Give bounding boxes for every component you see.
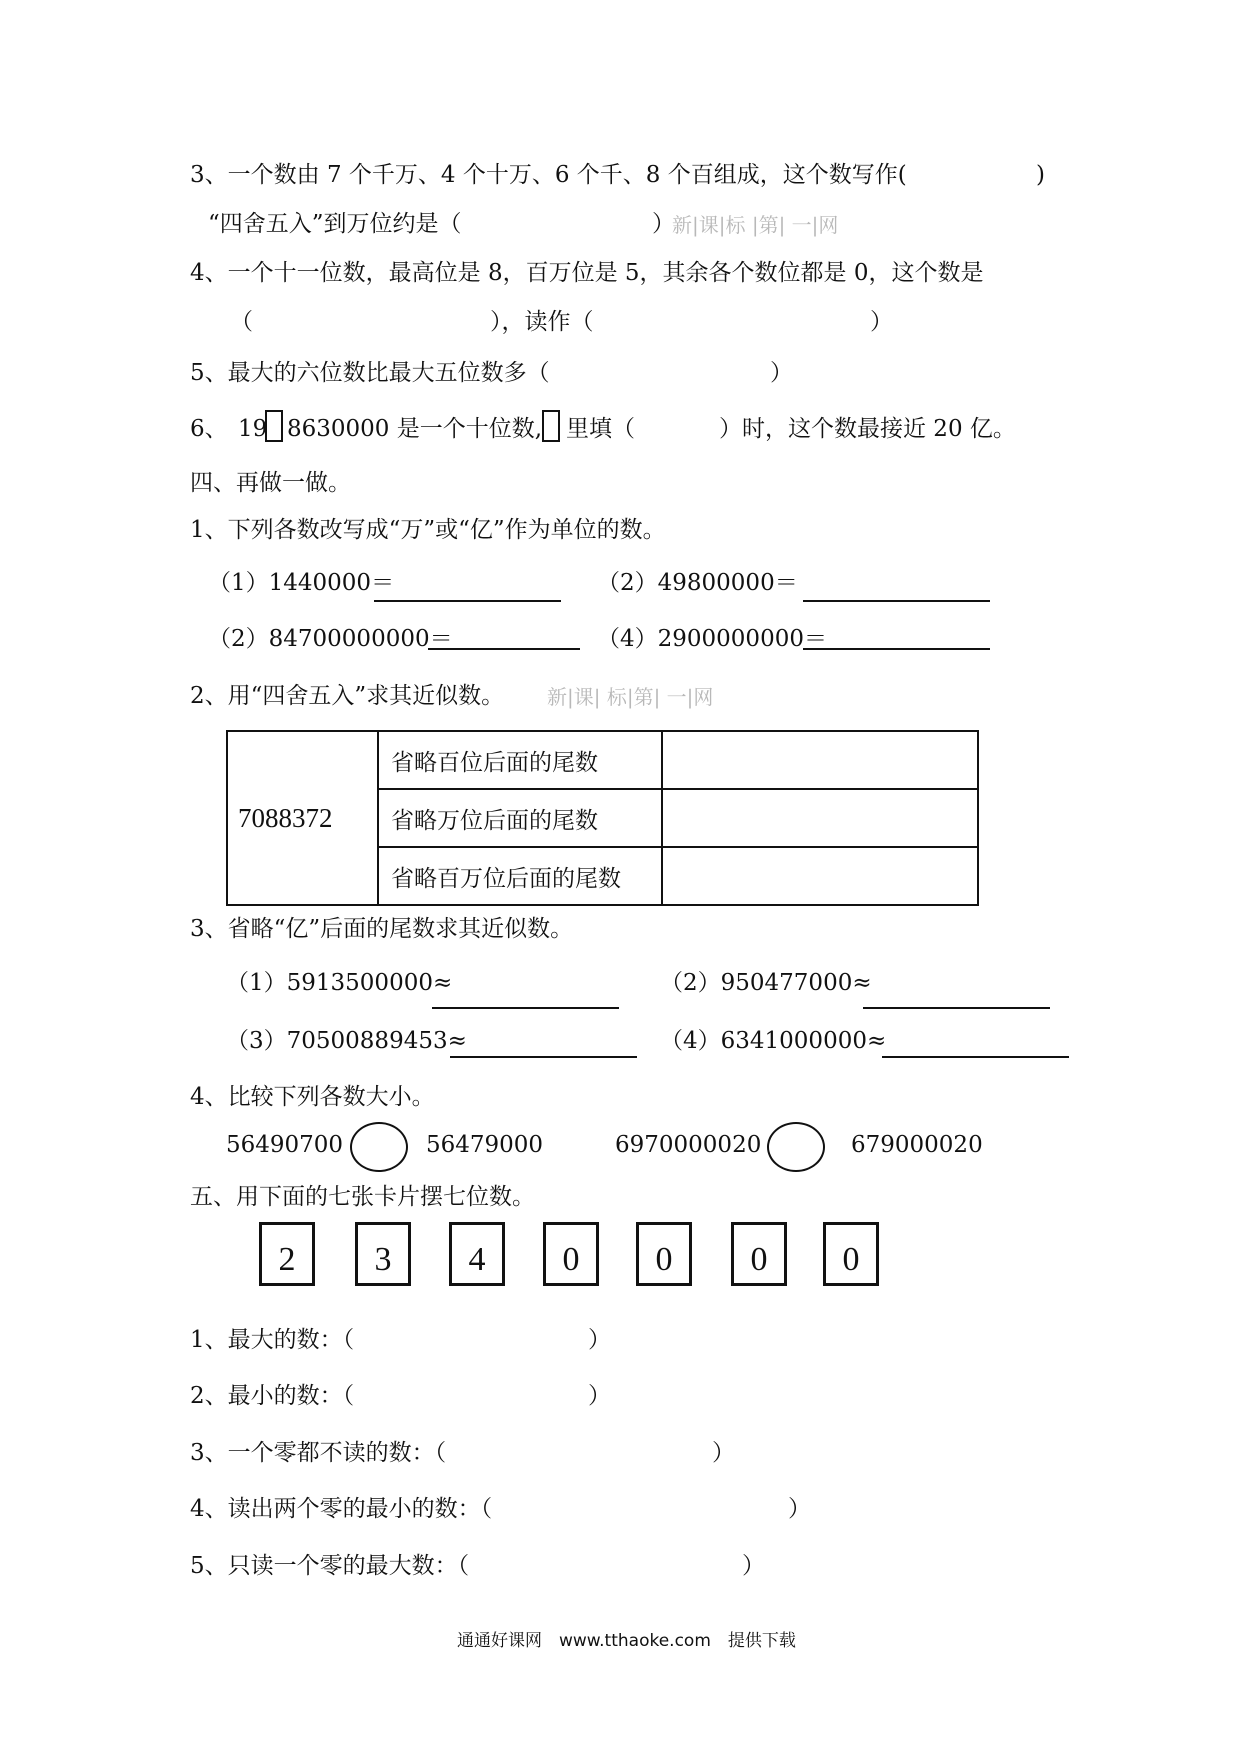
answer-cell[interactable] [662, 731, 978, 789]
q3-line2: “四舍五入”到万位约是（ [208, 211, 462, 237]
s4-p3-item: （4）6341000000≈ [660, 1028, 887, 1054]
q6-suffix: 里填（ [566, 416, 635, 442]
q5-close: ） [770, 360, 793, 386]
compare-left-number: 6970000020 [615, 1132, 762, 1158]
q6-prefix: 6、 [190, 416, 228, 442]
section4-title: 四、再做一做。 [190, 470, 351, 496]
q4-open: （ [230, 309, 253, 335]
digit-box [265, 410, 283, 442]
watermark-text: 新|课|标 |第| 一|网 [672, 213, 839, 237]
s5-question: 4、读出两个零的最小的数：（ [190, 1496, 493, 1522]
number-card: 3 [355, 1222, 411, 1286]
s4-p3-title: 3、省略“亿”后面的尾数求其近似数。 [190, 916, 574, 942]
q3-line1: 3、一个数由 7 个千万、4 个十万、6 个千、8 个百组成，这个数写作( [190, 162, 907, 188]
answer-line[interactable] [374, 600, 561, 602]
q3-line1-close: ) [1036, 162, 1045, 188]
answer-line[interactable] [803, 648, 990, 650]
s4-p4-title: 4、比较下列各数大小。 [190, 1084, 435, 1110]
table-row-label: 省略百位后面的尾数 [378, 731, 662, 789]
compare-right-number: 679000020 [851, 1132, 983, 1158]
answer-line[interactable] [432, 1007, 619, 1009]
s4-p1-item: （4）2900000000＝ [597, 626, 827, 652]
answer-line[interactable] [882, 1056, 1069, 1058]
compare-left-number: 56490700 [226, 1132, 344, 1158]
s4-p1-item: （2）49800000＝ [597, 570, 798, 596]
s5-question-close: ） [588, 1383, 611, 1409]
s5-question: 1、最大的数：（ [190, 1327, 355, 1353]
s5-question-close: ） [742, 1553, 765, 1579]
table-row [227, 731, 978, 789]
compare-circle[interactable] [767, 1122, 825, 1172]
number-card: 0 [823, 1222, 879, 1286]
answer-cell[interactable] [662, 847, 978, 905]
rounding-table [226, 730, 979, 906]
s5-question-close: ） [788, 1496, 811, 1522]
digit-box [542, 410, 560, 442]
page-footer: 通通好课网 www.tthaoke.com 提供下载 [457, 1631, 796, 1651]
answer-line[interactable] [428, 648, 580, 650]
s5-question: 2、最小的数：（ [190, 1383, 355, 1409]
number-card: 0 [731, 1222, 787, 1286]
compare-circle[interactable] [350, 1122, 408, 1172]
answer-line[interactable] [863, 1007, 1050, 1009]
s4-p3-item: （2）950477000≈ [660, 970, 872, 996]
table-row-label: 省略万位后面的尾数 [378, 789, 662, 847]
q4-line1: 4、一个十一位数，最高位是 8，百万位是 5，其余各个数位都是 0，这个数是 [190, 260, 984, 286]
number-card: 0 [636, 1222, 692, 1286]
number-card: 2 [259, 1222, 315, 1286]
s4-p3-item: （1）5913500000≈ [226, 970, 453, 996]
q4-mid: ），读作（ [490, 309, 594, 335]
answer-line[interactable] [803, 600, 990, 602]
table-row-label: 省略百万位后面的尾数 [378, 847, 662, 905]
s4-p3-item: （3）70500889453≈ [226, 1028, 467, 1054]
section5-title: 五、用下面的七张卡片摆七位数。 [190, 1184, 535, 1210]
q6-num-a: 19 [238, 416, 268, 442]
table-number: 7088372 [227, 731, 378, 905]
answer-cell[interactable] [662, 789, 978, 847]
number-card: 4 [449, 1222, 505, 1286]
q6-num-b: 8630000 是一个十位数, [287, 416, 543, 442]
q4-close: ） [870, 309, 893, 335]
s4-p1-title: 1、下列各数改写成“万”或“亿”作为单位的数。 [190, 517, 666, 543]
s4-p1-item: （2）84700000000＝ [208, 626, 453, 652]
compare-right-number: 56479000 [426, 1132, 544, 1158]
q3-line2-close: ） [652, 211, 675, 237]
s5-question: 5、只读一个零的最大数：（ [190, 1553, 470, 1579]
s4-p2-title: 2、用“四舍五入”求其近似数。 [190, 683, 505, 709]
answer-line[interactable] [450, 1056, 637, 1058]
s5-question: 3、一个零都不读的数：（ [190, 1440, 447, 1466]
s5-question-close: ） [588, 1327, 611, 1353]
watermark-text: 新|课| 标|第| 一|网 [547, 685, 714, 709]
q5-text: 5、最大的六位数比最大五位数多（ [190, 360, 550, 386]
s4-p1-item: （1）1440000＝ [208, 570, 395, 596]
number-card: 0 [543, 1222, 599, 1286]
q6-tail: ）时，这个数最接近 20 亿。 [719, 416, 1016, 442]
s5-question-close: ） [712, 1440, 735, 1466]
